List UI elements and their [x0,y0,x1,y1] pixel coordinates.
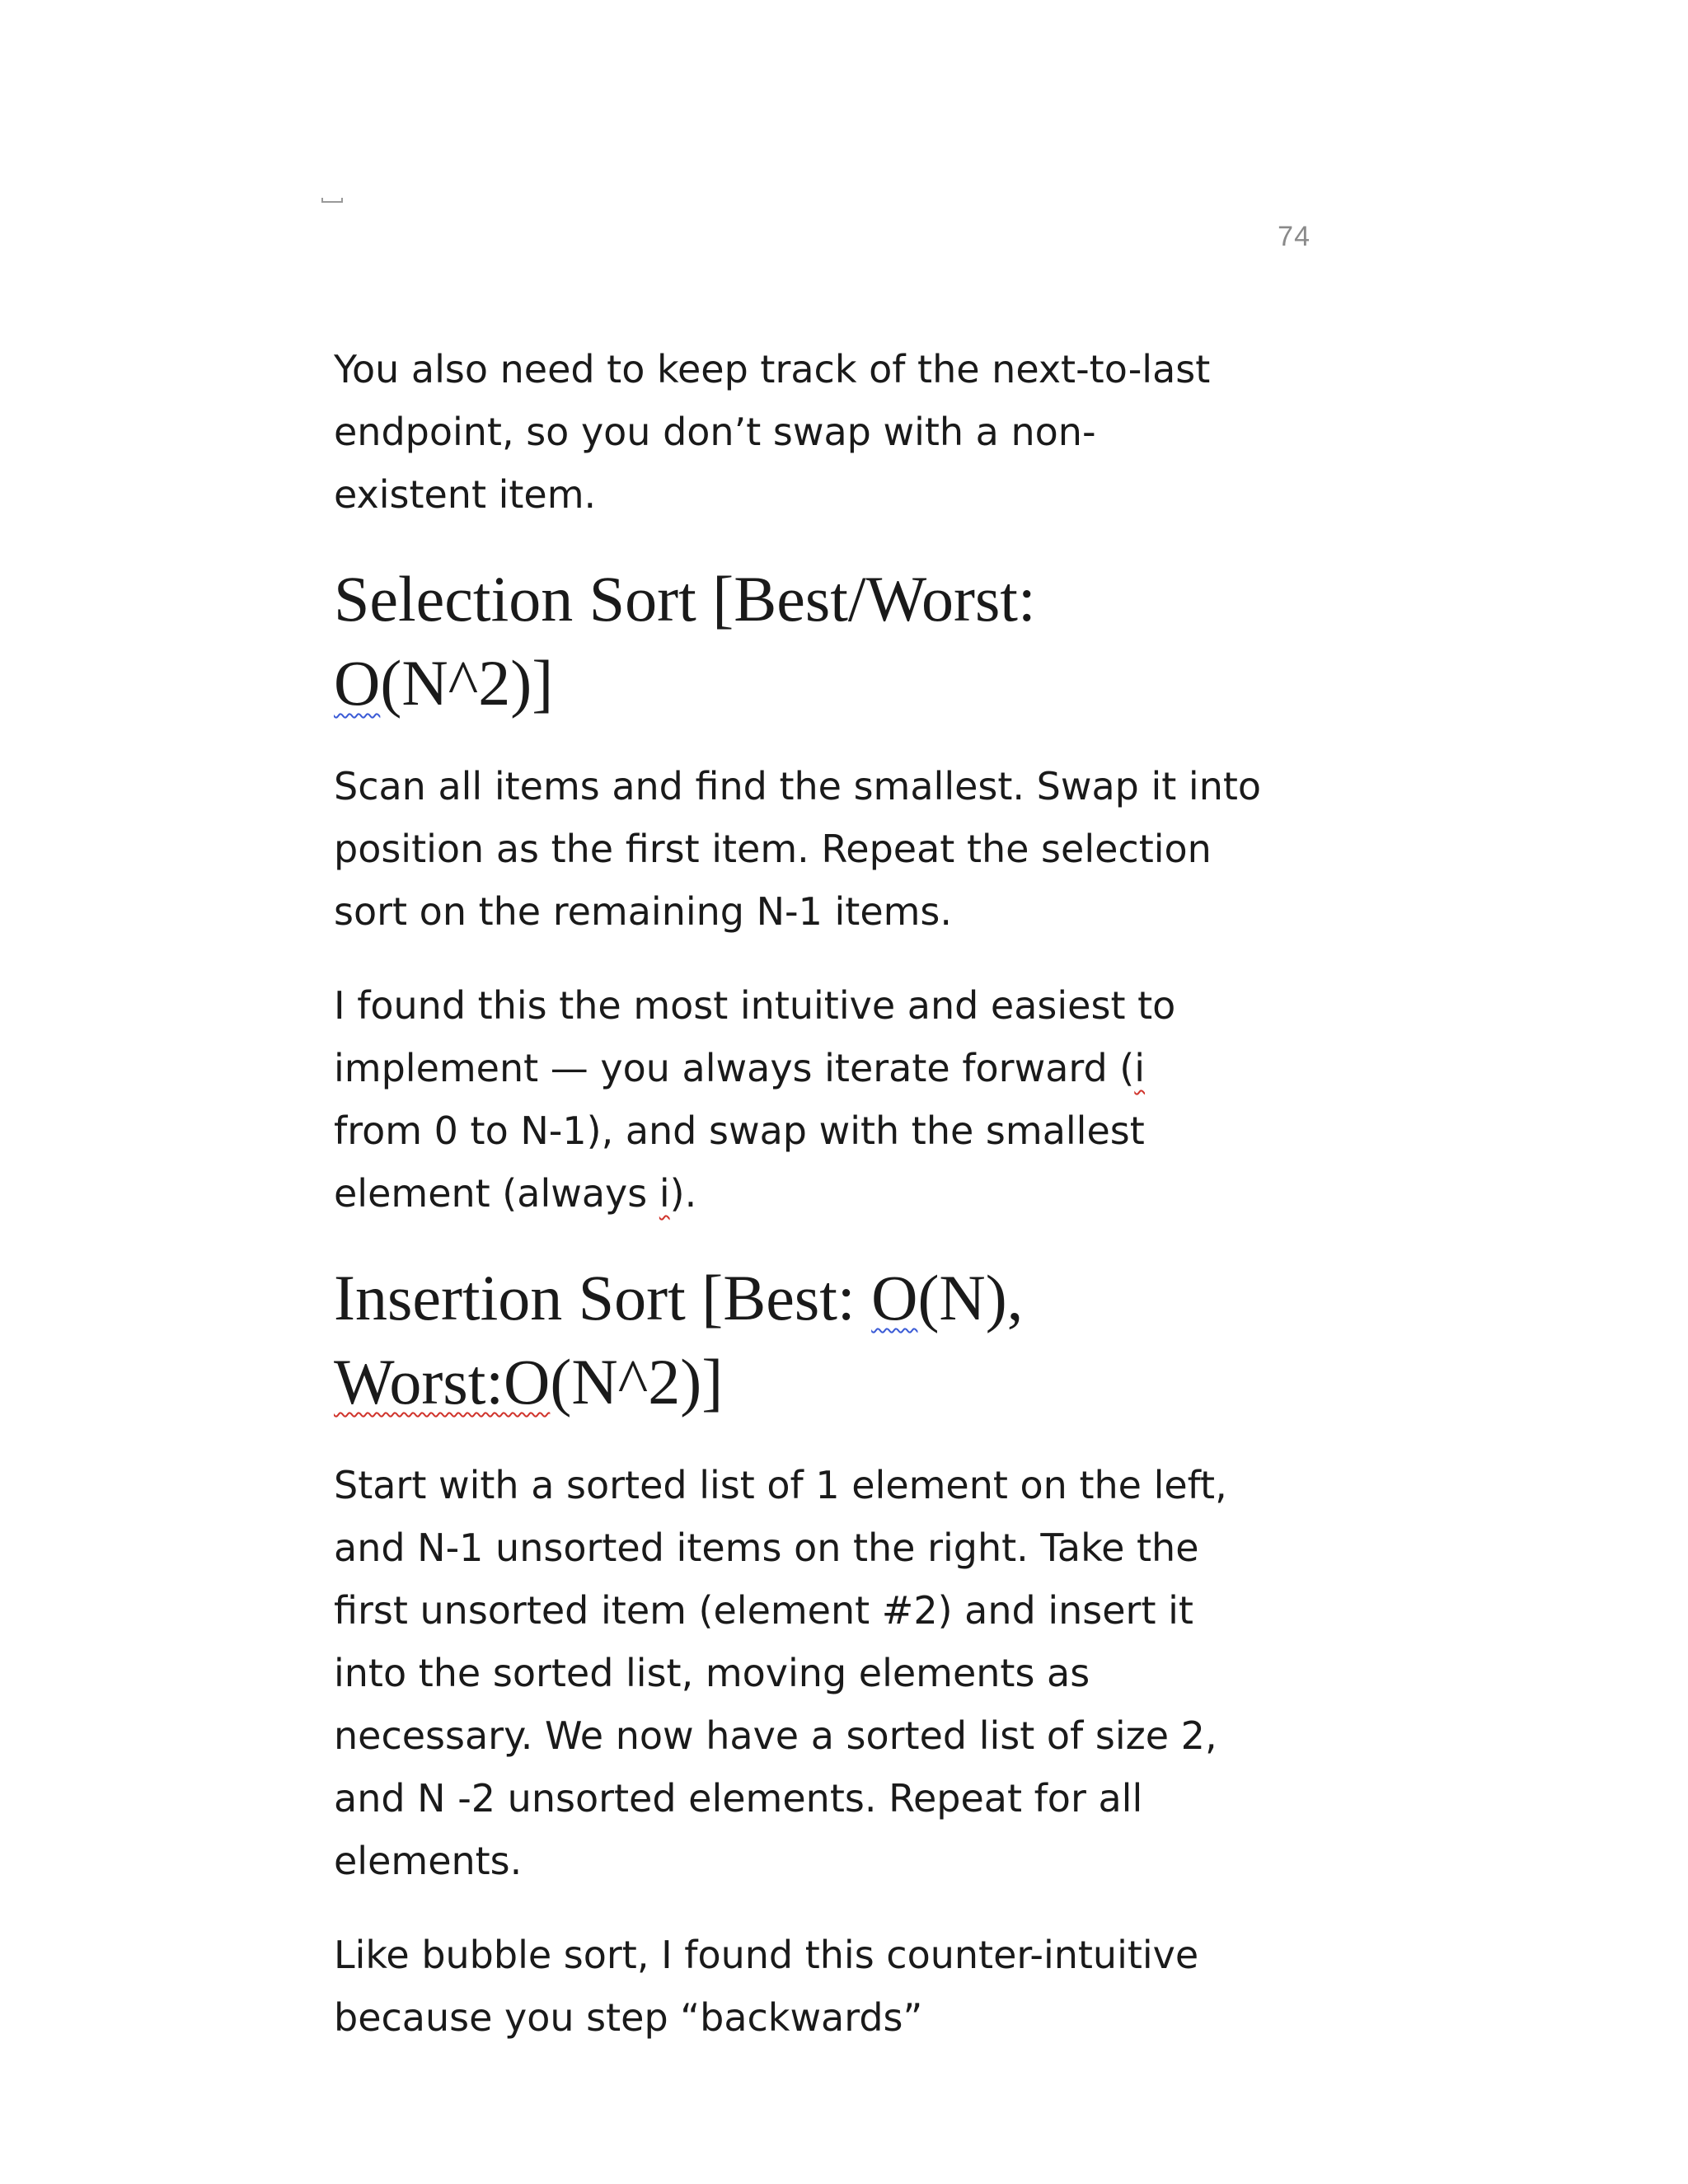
heading-insertion-sort [334,1256,1323,1424]
text-line [334,1037,1323,1099]
text-line: I found this the most intuitive and easiest to [334,983,1176,1028]
text-line: Scan all items and find the smallest. Swap it into [334,764,1262,808]
text-line: position as the first item. Repeat the selection [334,827,1212,871]
text-line [334,1162,1323,1225]
paragraph-insertion-sort-opinion [334,1924,1323,2049]
text-line: into the sorted list, moving elements as [334,1651,1090,1695]
text-line: and N-1 unsorted items on the right. Take the [334,1526,1199,1570]
spellcheck-flagged-word[interactable]: i [659,1171,670,1216]
text-line: and N -2 unsorted elements. Repeat for all [334,1776,1143,1821]
paragraph-next-to-last-endpoint [334,338,1323,526]
header-corner-mark [321,198,343,203]
text-line: first unsorted item (element #2) and insert it [334,1588,1193,1633]
text-line: from 0 to N-1), and swap with the smallest [334,1108,1145,1153]
text-line: You also need to keep track of the next-to-last [334,347,1211,391]
heading-text: (N), [917,1262,1024,1333]
heading-line [334,641,1323,725]
text-line: necessary. We now have a sorted list of size 2, [334,1713,1217,1758]
text-segment: implement — you always iterate forward ( [334,1046,1135,1090]
text-line: endpoint, so you don’t swap with a non- [334,410,1096,454]
heading-selection-sort [334,557,1323,725]
page-body [334,338,1323,2080]
spellcheck-flagged-word[interactable]: i [1134,1046,1146,1090]
spellcheck-flagged-word[interactable]: O [334,647,381,719]
text-segment: element (always [334,1171,659,1216]
heading-line [334,1256,1323,1340]
page-number: 74 [1278,221,1311,252]
text-segment: ). [669,1171,697,1216]
text-line: existent item. [334,472,597,517]
text-line: Like bubble sort, I found this counter-intuitive [334,1933,1199,1977]
text-line: because you step “backwards” [334,1995,923,2040]
text-line: sort on the remaining N-1 items. [334,889,953,934]
heading-text: Insertion Sort [Best: [334,1262,872,1333]
paragraph-selection-sort-opinion [334,974,1323,1225]
heading-line: Selection Sort [Best/Worst: [334,563,1036,635]
heading-text: (N^2)] [550,1346,724,1418]
spellcheck-flagged-word[interactable]: Worst:O [334,1346,551,1418]
text-line: Start with a sorted list of 1 element on the left, [334,1463,1227,1507]
text-line: elements. [334,1839,523,1883]
heading-line [334,1340,1323,1424]
heading-text: (N^2)] [380,647,554,719]
paragraph-selection-sort-description [334,755,1323,943]
spellcheck-flagged-word[interactable]: O [871,1262,918,1333]
paragraph-insertion-sort-description [334,1454,1323,1892]
